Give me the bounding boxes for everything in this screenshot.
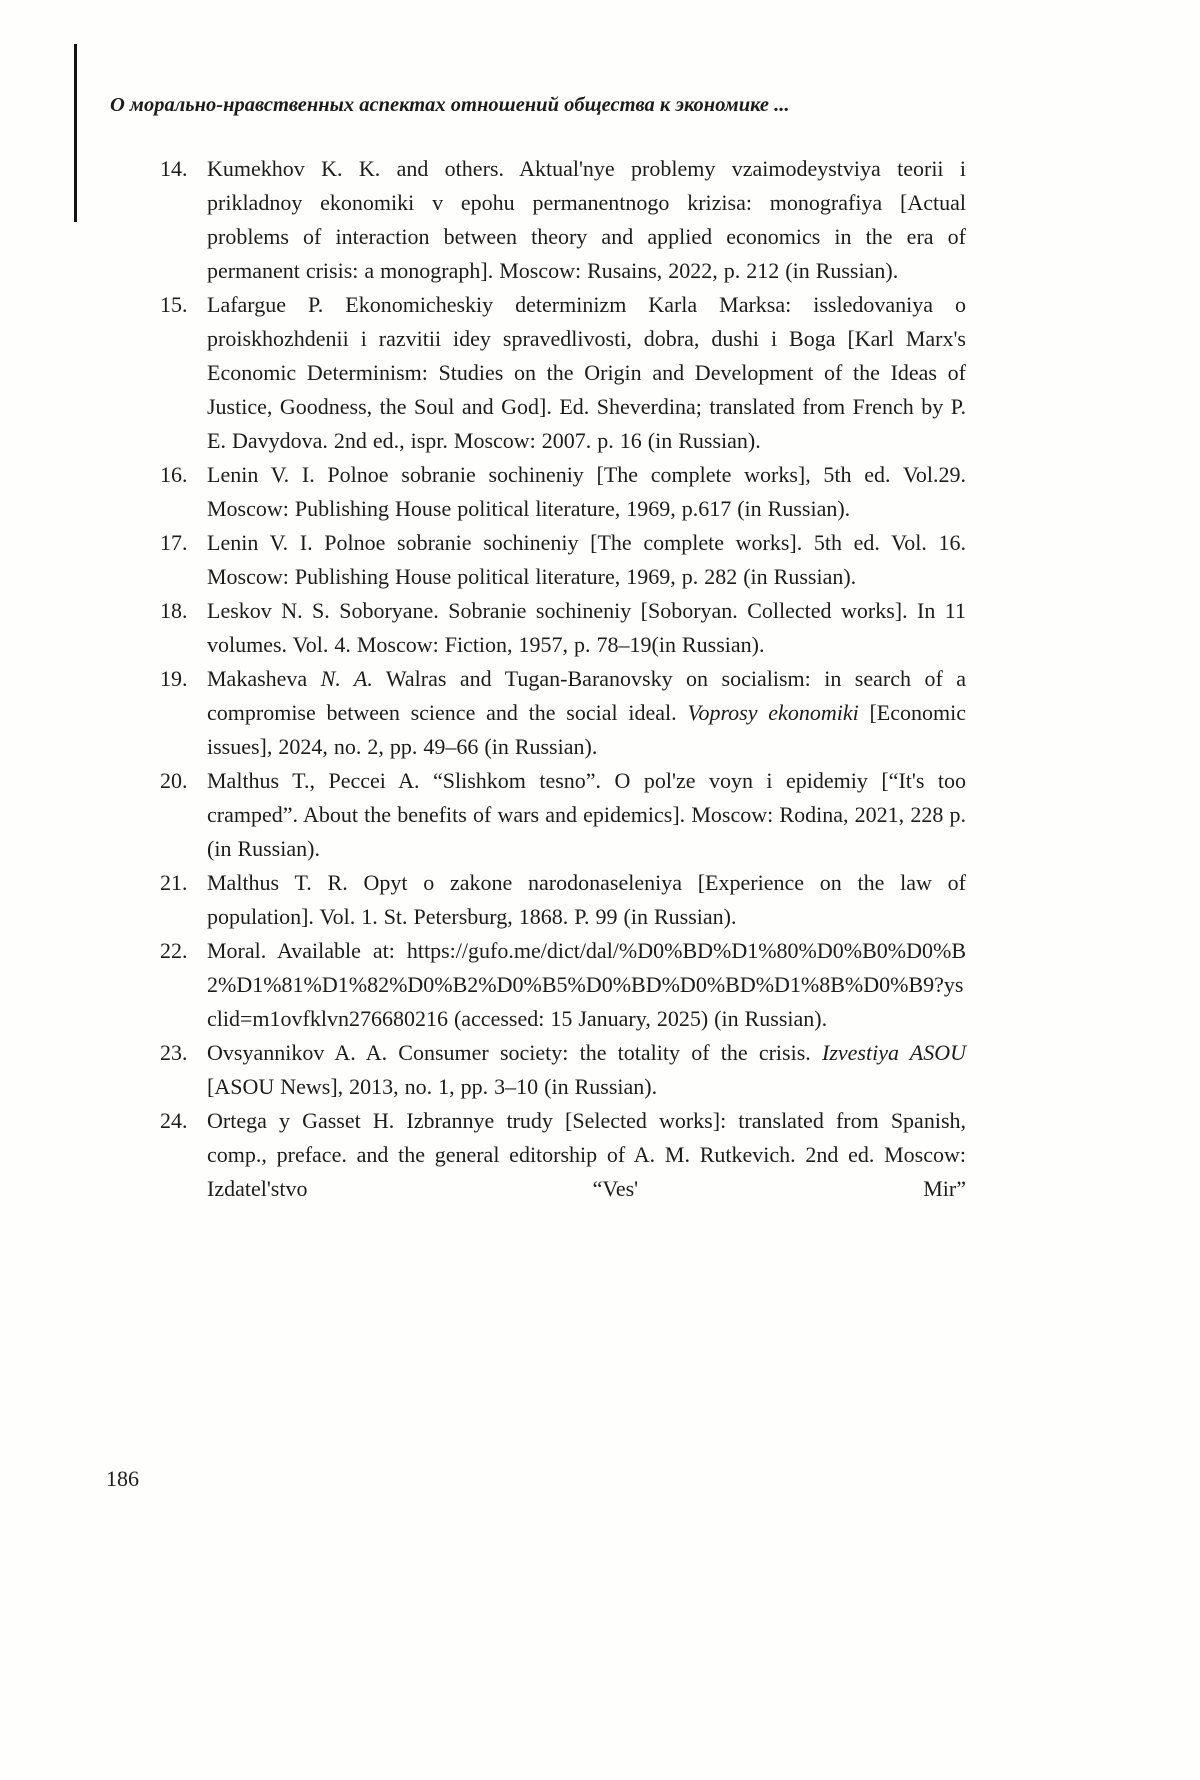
reference-item [160,594,966,662]
reference-number: 17. [160,530,188,555]
reference-number: 20. [160,768,188,793]
reference-number: 19. [160,666,188,691]
reference-number: 22. [160,938,188,963]
reference-number: 16. [160,462,188,487]
reference-text [207,1040,966,1099]
reference-segment: [Economic issues], 2024, no. 2, pp. 49–66 (in Russian). [207,700,966,759]
reference-segment: Ortega y Gasset H. Izbrannye trudy [Selected works]: translated from Spanish, comp., preface. and the general editorship of A. M. Rutkevich. 2nd ed. Moscow: Izdatel'stvo “Ves' Mir” [207,1108,966,1201]
reference-number: 15. [160,292,188,317]
reference-segment: Lenin V. I. Polnoe sobranie sochineniy [The complete works], 5th ed. Vol.29. Moscow: Publishing House political literature, 1969, p.617 (in Russian). [207,462,966,521]
reference-segment: Moral. Available at: [207,938,407,963]
reference-segment: (accessed: 15 January, 2025) (in Russian). [447,1006,828,1031]
reference-text [207,938,966,1031]
reference-segment: Makasheva [207,666,321,691]
reference-segment: [ASOU News], 2013, no. 1, pp. 3–10 (in Russian). [207,1074,658,1099]
reference-text [207,156,966,283]
reference-list [160,152,966,1206]
reference-text [207,1108,966,1201]
reference-number: 23. [160,1040,188,1065]
reference-item [160,866,966,934]
reference-number: 18. [160,598,188,623]
reference-segment: Lenin V. I. Polnoe sobranie sochineniy [The complete works]. 5th ed. Vol. 16. Moscow: Publishing House political literature, 1969, p. 282 (in Russian). [207,530,966,589]
reference-segment: Malthus T., Peccei A. “Slishkom tesno”. O pol'ze voyn i epidemiy [“It's too cramped”. About the benefits of wars and epidemics]. Moscow: Rodina, 2021, 228 p. (in Russian). [207,768,966,861]
margin-rule [74,44,77,222]
reference-segment: Kumekhov K. K. and others. Aktual'nye problemy vzaimodeystviya teorii i prikladnoy ekonomiki v epohu permanentnogo krizisa: monografiya [Actual problems of interaction between theory and applied economics in the era of permanent crisis: a monograph]. Moscow: Rusains, 2022, p. 212 (in Russian). [207,156,966,283]
reference-item [160,526,966,594]
reference-segment: https://gufo.me/dict/dal/%D0%BD%D1%80%D0%B0%D0%B2%D1%81%D1%82%D0%B2%D0%B5%D0%BD%D0%BD%D1%8B%D0%B9?ysclid=m1ovfklvn276680216 [207,938,966,1031]
reference-text [207,292,966,453]
reference-text [207,462,966,521]
reference-text [207,870,966,929]
reference-item [160,764,966,866]
reference-segment: Voprosy ekonomiki [687,700,859,725]
reference-item [160,1036,966,1104]
reference-text [207,530,966,589]
reference-item [160,152,966,288]
reference-number: 21. [160,870,188,895]
reference-text [207,666,966,759]
running-header: О морально-нравственных аспектах отношений общества к экономике ... [110,94,790,116]
reference-item [160,934,966,1036]
reference-item [160,1104,966,1206]
reference-number: 14. [160,156,188,181]
reference-segment: Malthus T. R. Opyt o zakone narodonaseleniya [Experience on the law of population]. Vol. 1. St. Petersburg, 1868. P. 99 (in Russian). [207,870,966,929]
reference-text [207,598,966,657]
reference-number: 24. [160,1108,188,1133]
reference-segment: N. A. [320,666,373,691]
reference-text [207,768,966,861]
reference-segment: Leskov N. S. Soboryane. Sobranie sochineniy [Soboryan. Collected works]. In 11 volumes. Vol. 4. Moscow: Fiction, 1957, p. 78–19(in Russian). [207,598,966,657]
reference-item [160,458,966,526]
reference-item [160,662,966,764]
reference-segment: Izvestiya ASOU [822,1040,966,1065]
reference-segment: Walras and Tugan-Baranovsky on socialism: in search of a compromise between science and the social ideal. [207,666,966,725]
reference-segment: Lafargue P. Ekonomicheskiy determinizm Karla Marksa: issledovaniya o proiskhozhdenii i razvitii idey spravedlivosti, dobra, dushi i Boga [Karl Marx's Economic Determinism: Studies on the Origin and Development of the Ideas of Justice, Goodness, the Soul and God]. Ed. Sheverdina; translated from French by P. E. Davydova. 2nd ed., ispr. Moscow: 2007. p. 16 (in Russian). [207,292,966,453]
reference-item [160,288,966,458]
reference-segment: Ovsyannikov A. A. Consumer society: the totality of the crisis. [207,1040,822,1065]
page-number: 186 [106,1466,139,1491]
